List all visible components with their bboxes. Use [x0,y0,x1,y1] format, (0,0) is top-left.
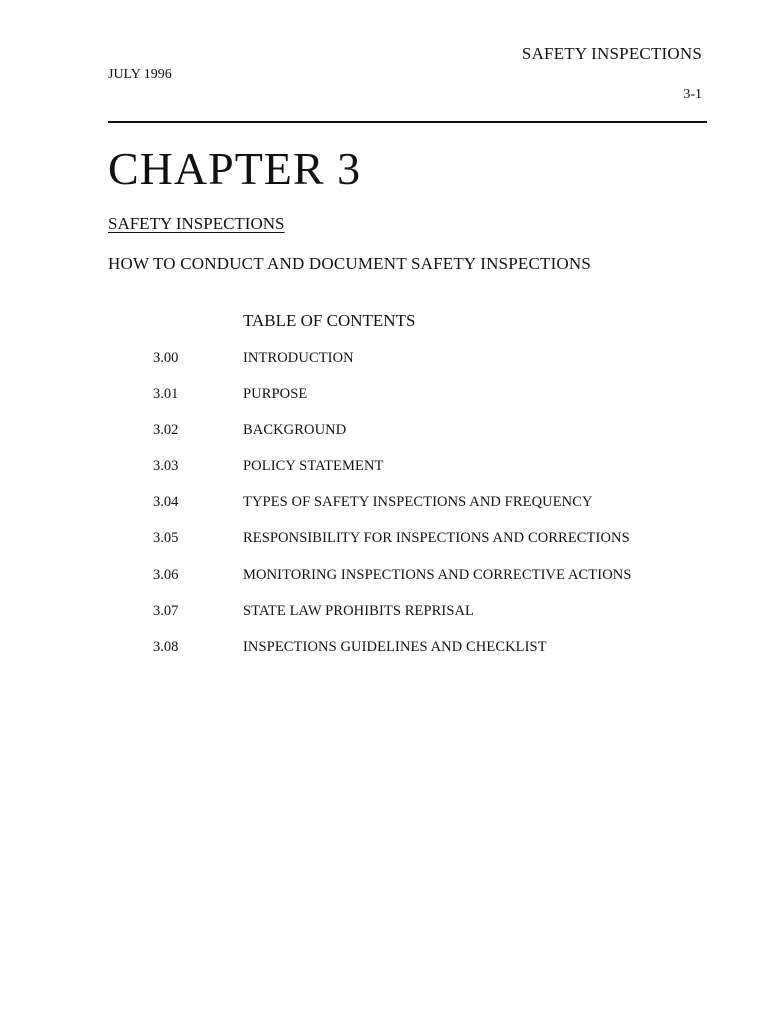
toc-entry-number: 3.06 [153,566,179,583]
page-number: 3-1 [683,87,702,102]
toc-entry [153,639,632,675]
toc-entry-number: 3.00 [153,350,179,366]
toc-entry-number: 3.05 [153,530,179,547]
toc-entry [153,386,632,422]
header-date: JULY 1996 [108,67,172,82]
toc-entry-number: 3.07 [153,602,179,619]
toc-entry-number: 3.08 [153,638,179,655]
chapter-subtitle: HOW TO CONDUCT AND DOCUMENT SAFETY INSPECTIONS [108,254,592,273]
toc-entry-title: INTRODUCTION [243,350,354,366]
toc-entry-number: 3.02 [153,422,179,439]
running-header-title: SAFETY INSPECTIONS [521,44,702,63]
toc-entry [153,530,632,566]
toc-entry-title: PURPOSE [243,386,308,403]
toc-entry-title: POLICY STATEMENT [243,458,384,475]
toc-entry-number: 3.01 [153,386,179,403]
toc-entry-number: 3.03 [153,458,179,475]
toc-heading: TABLE OF CONTENTS [243,311,416,330]
chapter-heading: CHAPTER 3 [108,143,362,194]
toc-entry [153,603,632,639]
toc-entry-title: MONITORING INSPECTIONS AND CORRECTIVE ACTIONS [243,566,632,583]
toc-entry-title: BACKGROUND [243,422,347,439]
section-title: SAFETY INSPECTIONS [108,214,285,233]
toc-entry-title: INSPECTIONS GUIDELINES AND CHECKLIST [243,638,547,655]
toc-entry [153,494,632,530]
toc-list [153,350,632,675]
header-divider [108,121,707,123]
toc-entry [153,567,632,603]
toc-entry-title: RESPONSIBILITY FOR INSPECTIONS AND CORRECTIONS [243,530,630,547]
toc-entry [153,350,632,386]
toc-entry [153,458,632,494]
toc-entry-title: TYPES OF SAFETY INSPECTIONS AND FREQUENCY [243,494,593,511]
toc-entry-title: STATE LAW PROHIBITS REPRISAL [243,602,475,619]
toc-entry-number: 3.04 [153,494,179,511]
toc-entry [153,422,632,458]
